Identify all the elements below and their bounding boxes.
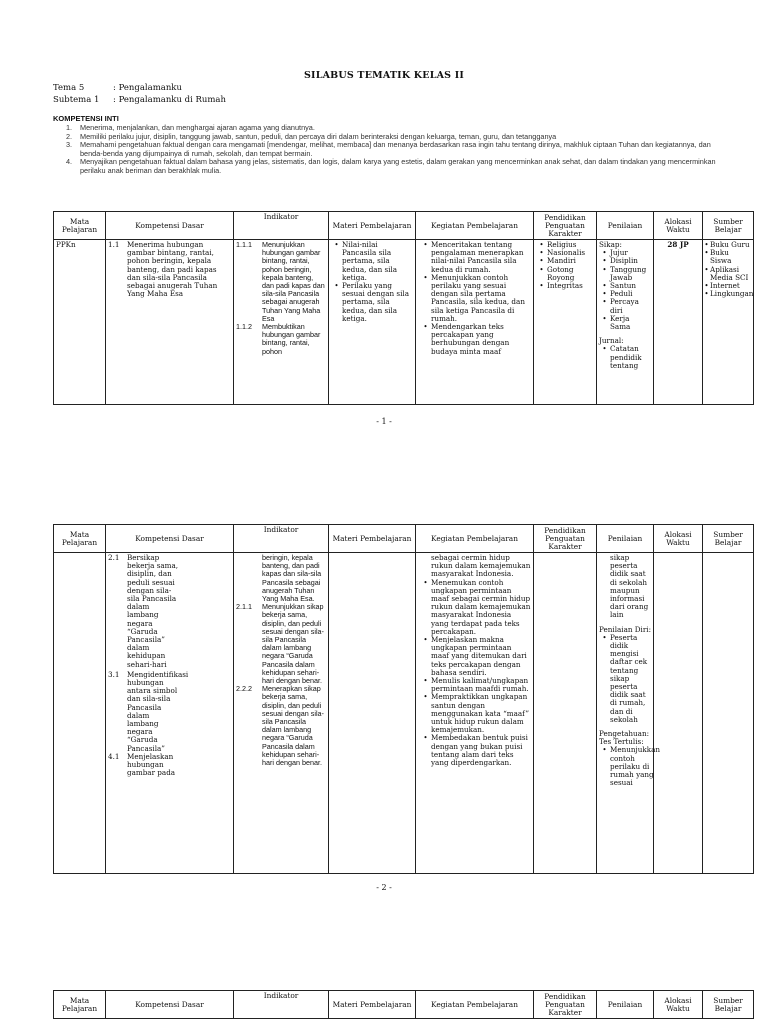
header-kegiatan: Kegiatan Pembelajaran: [416, 525, 534, 553]
penilaian-item: Peduli: [610, 289, 633, 299]
table-header-row: [54, 212, 754, 240]
indikator-number: 1.1.2: [236, 322, 252, 332]
kompetensi-inti-heading: KOMPETENSI INTI: [53, 114, 119, 123]
kd-text: Bersikap bekerja sama, disiplin, dan peduli sesuai dengan sila-sila Pancasila dalam lambang negara “Garuda Pancasila” dalam kehidupan sehari-hari: [127, 553, 179, 669]
tema-row: [53, 83, 182, 93]
table-row: [54, 240, 754, 405]
header-indikator: Indikator: [234, 991, 329, 1019]
header-kd: Kompetensi Dasar: [106, 991, 234, 1019]
kegiatan-item: Mendengarkan teks percakapan yang berhubungan dengan budaya minta maaf: [431, 322, 510, 356]
kd-text: Menjelaskan hubungan gambar pada: [127, 751, 176, 778]
penilaian-item: Santun: [610, 281, 636, 291]
header-kd: Kompetensi Dasar: [106, 525, 234, 553]
kegiatan-item: Menemukan contoh ungkapan permintaan maaf sebagai cermin hidup rukun dalam kemajemukan masyarakat Indonesia yang terdapat pada teks percakapan.: [431, 577, 531, 636]
kd-number: 2.1: [108, 553, 120, 562]
penilaian-item: Percaya diri: [610, 297, 639, 315]
indikator-number: 1.1.1: [236, 240, 252, 249]
header-sumber: Sumber Belajar: [703, 991, 754, 1019]
subtema-value: : Pengalamanku di Rumah: [113, 95, 226, 105]
kd-number: 4.1: [108, 751, 120, 761]
header-sumber: Sumber Belajar: [703, 212, 754, 240]
header-kegiatan: Kegiatan Pembelajaran: [416, 991, 534, 1019]
ki-item: [66, 158, 726, 175]
cell-kd: [106, 240, 234, 405]
header-penilaian: Penilaian: [597, 525, 654, 553]
header-sumber: Sumber Belajar: [703, 525, 754, 553]
penilaian-item: Tanggung Jawab: [610, 264, 647, 282]
penilaian-item: Kerja Sama: [610, 313, 631, 332]
karakter-item: Integritas: [547, 281, 583, 291]
penilaian-item: sikap peserta didik saat di sekolah maupun informasi dari orang lain: [610, 553, 649, 620]
kegiatan-item: Membedakan bentuk puisi dengan yang bukan puisi tentang alam dari teks yang diperdengarkan.: [431, 733, 528, 768]
materi-item: Perilaku yang sesuai dengan sila pertama, sila kedua, dan sila ketiga.: [342, 281, 409, 323]
header-kegiatan: Kegiatan Pembelajaran: [416, 212, 534, 240]
header-alokasi: Alokasi Waktu: [654, 212, 703, 240]
tema-label: Tema 5: [53, 83, 85, 93]
cell-alokasi: [654, 553, 703, 874]
header-materi: Materi Pembelajaran: [329, 212, 416, 240]
penilaian-heading: Sikap:: [599, 240, 622, 249]
kegiatan-item: Menunjukkan contoh perilaku yang sesuai dengan sila pertama Pancasila, sila kedua, dan sila ketiga Pancasila di rumah.: [431, 272, 525, 323]
tema-value: : Pengalamanku: [113, 83, 182, 93]
karakter-item: Nasionalis: [547, 248, 586, 258]
karakter-item: Gotong Royong: [547, 264, 575, 282]
header-alokasi: Alokasi Waktu: [654, 525, 703, 553]
penilaian-item: Jujur: [610, 248, 628, 258]
table-header-row: [54, 991, 754, 1019]
header-alokasi: Alokasi Waktu: [654, 991, 703, 1019]
header-karakter: Pendidikan Penguatan Karakter: [534, 991, 597, 1019]
cell-indikator: [234, 240, 329, 405]
cell-mapel: PPKn: [54, 240, 106, 405]
ki-number: 1.: [66, 123, 73, 132]
kegiatan-item: Menulis kalimat/ungkapan permintaan maafdi rumah.: [431, 676, 529, 694]
header-penilaian: Penilaian: [597, 991, 654, 1019]
subtema-label: Subtema 1: [53, 95, 100, 105]
page-number: - 1 -: [376, 417, 392, 426]
kd-text: Menerima hubungan gambar bintang, rantai, pohon beringin, kepala banteng, dan padi kapas dan sila-sila Pancasila sebagai anugerah Tuhan Yang Maha Esa: [127, 240, 218, 299]
silabus-table-page-1: [53, 211, 754, 405]
ki-text: Menyajikan pengetahuan faktual dalam bahasa yang jelas, sistematis, dan logis, dalam karya yang estetis, dalam gerakan yang mencerminkan anak sehat, dan dalam tindakan yang mencerminkan perilaku anak beriman dan berakhlak mulia.: [80, 157, 716, 175]
header-indikator: Indikator: [234, 212, 329, 240]
cell-alokasi: 28 JP: [654, 240, 703, 405]
ki-number: 4.: [66, 157, 73, 167]
ki-text: Menerima, menjalankan, dan menghargai ajaran agama yang dianutnya.: [80, 123, 315, 132]
header-mapel: Mata Pelajaran: [54, 991, 106, 1019]
kd-number: 1.1: [108, 240, 120, 249]
penilaian-heading: Penilaian Diri:: [599, 624, 651, 634]
indikator-text: Menunjukkan hubungan gambar bintang, rantai, pohon beringin, kepala banteng, dan padi kapas dan sila-sila Pancasila sebagai anugerah Tuhan Yang Maha Esa: [262, 240, 325, 323]
sumber-item: Lingkungan: [710, 289, 754, 299]
kd-text: Mengidentifikasi hubungan antara simbol dan sila-sila Pancasila dalam lambang negara “Garuda Pancasila”: [127, 669, 189, 753]
karakter-item: Mandiri: [547, 256, 576, 266]
header-indikator: Indikator: [234, 525, 329, 553]
cell-materi: • Nilai-nilai Pancasila sila pertama, sila kedua, dan sila ketiga. • Perilaku yang sesuai dengan sila pertama, sila kedua, dan sila ketiga.: [329, 240, 416, 405]
indikator-text: Menerapkan sikap bekerja sama, disiplin, dan peduli sesuai dengan sila-sila Pancasila dalam lambang negara “Garuda Pancasila dalam kehidupan sehari-hari dengan benar.: [262, 684, 324, 768]
cell-penilaian: Sikap: • Jujur • Disiplin • Tanggung Jawab • Santun • Peduli • Percaya diri • Kerja Sama Jurnal: • Catatan pendidik tentang: [597, 240, 654, 405]
subtema-row: [53, 95, 226, 105]
cell-kd: [106, 553, 234, 874]
cell-karakter: [534, 553, 597, 874]
kegiatan-item: sebagai cermin hidup rukun dalam kemajemukan masyarakat Indonesia.: [431, 553, 531, 579]
ki-number: 2.: [66, 131, 73, 141]
sumber-item: Buku Siswa: [710, 248, 732, 266]
indikator-number: 2.1.1: [236, 602, 252, 612]
sumber-item: Aplikasi Media SCI: [710, 264, 749, 282]
kegiatan-item: Menjelaskan makna ungkapan permintaan maaf yang ditemukan dari teks percakapan dengan bahasa sendiri.: [431, 635, 527, 677]
header-materi: Materi Pembelajaran: [329, 991, 416, 1019]
table-header-row: [54, 525, 754, 553]
penilaian-item: Disiplin: [610, 256, 638, 266]
page-number: - 2 -: [376, 883, 392, 892]
cell-kegiatan: sebagai cermin hidup rukun dalam kemajemukan masyarakat Indonesia. • Menemukan contoh ungkapan permintaan maaf sebagai cermin hidup rukun dalam kemajemukan masyarakat Indonesia yang terdapat pada teks percakapan. • Menjelaskan makna ungkapan permintaan maaf yang ditemukan dari teks percakapan dengan bahasa sendiri. • Menulis kalimat/ungkapan permintaan maafdi rumah. • Mempraktikkan ungkapan santun dengan menggunakan kata “maaf” untuk hidup rukun dalam kemajemukan. • Membedakan bentuk puisi dengan yang bukan puisi tentang alam dari teks yang diperdengarkan.: [416, 553, 534, 874]
ki-number: 3.: [66, 140, 73, 150]
ki-text: Memahami pengetahuan faktual dengan cara mengamati [mendengar, melihat, membaca] dan menanya berdasarkan rasa ingin tahu tentang dirinya, makhluk ciptaan Tuhan dan kegiatannya, dan benda-benda yang dijumpainya di rumah, sekolah, dan tempat bermain.: [80, 140, 711, 158]
cell-karakter: • Religius • Nasionalis • Mandiri • Gotong Royong • Integritas: [534, 240, 597, 405]
penilaian-heading: Jurnal:: [599, 336, 624, 346]
penilaian-item: Menunjukkan contoh perilaku di rumah yang sesuai: [610, 745, 660, 788]
kegiatan-item: Mempraktikkan ungkapan santun dengan menggunakan kata “maaf” untuk hidup rukun dalam kemajemukan.: [431, 692, 530, 735]
indikator-text: beringin, kepala banteng, dan padi kapas dan sila-sila Pancasila sebagai anugerah Tuhan Yang Maha Esa.: [262, 553, 322, 604]
cell-indikator: [234, 553, 329, 874]
header-materi: Materi Pembelajaran: [329, 525, 416, 553]
ki-text: Memiliki perilaku jujur, disiplin, tanggung jawab, santun, peduli, dan percaya diri dalam berinteraksi dengan keluarga, teman, guru, dan tetangganya: [80, 131, 557, 141]
karakter-item: Religius: [547, 240, 577, 249]
kegiatan-item: Menceritakan tentang pengalaman menerapkan nilai-nilai Pancasila sila kedua di rumah.: [431, 240, 524, 274]
cell-mapel: [54, 553, 106, 874]
indikator-text: Menunjukkan sikap bekerja sama, disiplin, dan peduli sesuai dengan sila-sila Pancasila dalam lambang negara “Garuda Pancasila dalam kehidupan sehari-hari dengan benar.: [262, 602, 324, 686]
kd-number: 3.1: [108, 669, 120, 679]
ki-item: [66, 141, 726, 158]
penilaian-item: Catatan pendidik tentang: [610, 344, 642, 370]
materi-item: Nilai-nilai Pancasila sila pertama, sila kedua, dan sila ketiga.: [342, 240, 398, 282]
cell-materi: [329, 553, 416, 874]
cell-penilaian: sikap peserta didik saat di sekolah maupun informasi dari orang lain Penilaian Diri: • Peserta didik mengisi daftar cek tentang sikap peserta didik saat di rumah, dan di sekolah Pengetahuan: Tes Tertulis: • Menunjukkan contoh perilaku di rumah yang sesuai: [597, 553, 654, 874]
indikator-number: 2.2.2: [236, 684, 252, 694]
header-mapel: Mata Pelajaran: [54, 525, 106, 553]
indikator-text: Membuktikan hubungan gambar bintang, rantai, pohon: [262, 322, 321, 356]
sumber-item: Internet: [710, 281, 740, 291]
header-karakter: Pendidikan Penguatan Karakter: [534, 525, 597, 553]
penilaian-item: Peserta didik mengisi daftar cek tentang sikap peserta didik saat di rumah, dan di sekolah: [610, 632, 648, 724]
silabus-table-page-2: [53, 524, 754, 874]
cell-sumber: • Buku Guru • Buku Siswa • Aplikasi Media SCI • Internet • Lingkungan: [703, 240, 754, 405]
penilaian-heading: Pengetahuan: Tes Tertulis:: [599, 729, 650, 747]
sumber-item: Buku Guru: [710, 240, 750, 249]
document-title: SILABUS TEMATIK KELAS II: [304, 70, 464, 81]
header-mapel: Mata Pelajaran: [54, 212, 106, 240]
header-karakter: Pendidikan Penguatan Karakter: [534, 212, 597, 240]
cell-sumber: [703, 553, 754, 874]
silabus-table-page-3: [53, 990, 754, 1019]
kompetensi-inti-list: [66, 124, 726, 176]
table-row: [54, 553, 754, 874]
header-kd: Kompetensi Dasar: [106, 212, 234, 240]
header-penilaian: Penilaian: [597, 212, 654, 240]
cell-kegiatan: • Menceritakan tentang pengalaman menerapkan nilai-nilai Pancasila sila kedua di rumah. • Menunjukkan contoh perilaku yang sesuai dengan sila pertama Pancasila, sila kedua, dan sila ketiga Pancasila di rumah. • Mendengarkan teks percakapan yang berhubungan dengan budaya minta maaf: [416, 240, 534, 405]
